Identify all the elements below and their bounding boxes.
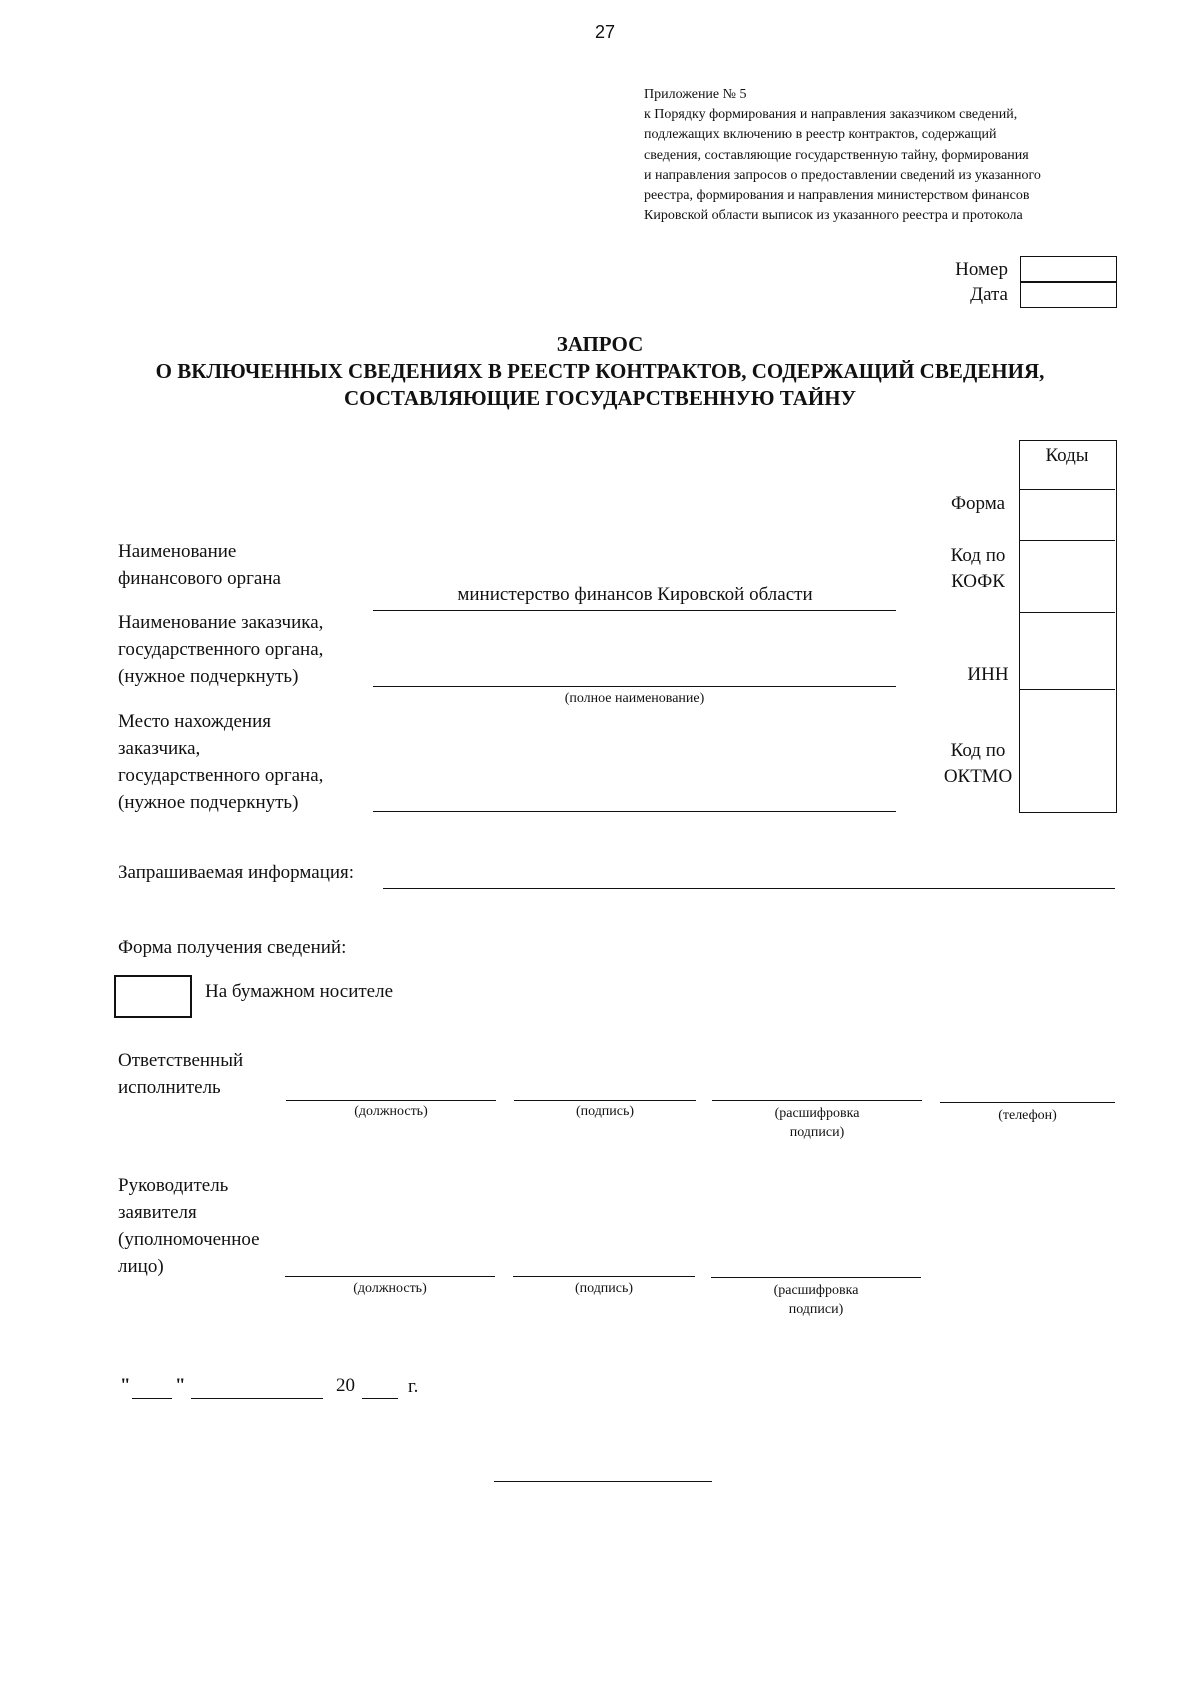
- location-label-line: (нужное подчеркнуть): [118, 792, 299, 813]
- codes-header: Коды: [1045, 445, 1089, 466]
- location-label: [118, 708, 323, 816]
- head-decoding-caption-line: (расшифровка: [773, 1283, 859, 1298]
- executor-decoding-caption-line: (расшифровка: [774, 1106, 860, 1121]
- head-position-caption: (должность): [353, 1281, 427, 1296]
- location-label-line: Место нахождения: [118, 711, 271, 732]
- date-field[interactable]: [1020, 281, 1117, 308]
- head-label: [118, 1172, 260, 1280]
- head-label-line: заявителя: [118, 1202, 197, 1223]
- executor-decoding-caption: [712, 1104, 922, 1142]
- executor-signature-field[interactable]: [514, 1100, 696, 1101]
- head-decoding-field[interactable]: [711, 1277, 921, 1278]
- appendix-line: Кировской области выписок из указанного реестра и протокола: [644, 208, 1023, 224]
- head-decoding-caption: [711, 1281, 921, 1319]
- date-close-quote: ": [175, 1375, 186, 1396]
- head-signature-caption: (подпись): [574, 1281, 634, 1296]
- appendix-line: подлежащих включению в реестр контрактов, содержащий: [644, 127, 997, 143]
- requested-info-label: Запрашиваемая информация:: [118, 862, 355, 883]
- date-open-quote: ": [120, 1375, 131, 1396]
- fin-org-label-line: финансового органа: [118, 568, 281, 589]
- fin-org-label-line: Наименование: [118, 541, 237, 562]
- appendix-line: сведения, составляющие государственную тайну, формирования: [644, 147, 1029, 163]
- customer-label-line: государственного органа,: [118, 639, 324, 660]
- codes-divider: [1020, 540, 1115, 541]
- codes-divider: [1020, 612, 1115, 613]
- executor-signature-caption: (подпись): [575, 1104, 635, 1119]
- doc-title-line2: О ВКЛЮЧЕННЫХ СВЕДЕНИЯХ В РЕЕСТР КОНТРАКТОВ, СОДЕРЖАЩИЙ СВЕДЕНИЯ,: [155, 359, 1045, 383]
- location-label-line: государственного органа,: [118, 765, 324, 786]
- executor-phone-caption: (телефон): [998, 1108, 1057, 1123]
- executor-phone-field[interactable]: [940, 1102, 1115, 1103]
- customer-label-line: Наименование заказчика,: [118, 612, 324, 633]
- head-label-line: Руководитель: [118, 1175, 229, 1196]
- requested-info-field[interactable]: [383, 888, 1115, 889]
- location-label-line: заказчика,: [118, 738, 201, 759]
- appendix-title: Приложение № 5: [644, 87, 747, 102]
- date-year-field[interactable]: [362, 1398, 398, 1399]
- appendix-line: к Порядку формирования и направления заказчиком сведений,: [644, 107, 1018, 123]
- head-decoding-caption-line: подписи): [788, 1302, 844, 1317]
- paper-checkbox[interactable]: [114, 975, 192, 1018]
- full-name-caption: (полное наименование): [564, 691, 705, 706]
- kofk-label: Код по: [950, 545, 1006, 566]
- executor-position-caption: (должность): [354, 1104, 428, 1119]
- doc-title: ЗАПРОС: [556, 332, 644, 356]
- executor-label-line: Ответственный: [118, 1050, 244, 1071]
- fin-org-underline: [373, 610, 896, 611]
- number-label: Номер: [955, 259, 1008, 280]
- date-year-suffix: г.: [408, 1376, 419, 1397]
- date-year-prefix: 20: [336, 1375, 355, 1396]
- fin-org-label: [118, 538, 281, 592]
- appendix-line: реестра, формирования и направления министерством финансов: [644, 188, 1030, 204]
- receipt-form-label: Форма получения сведений:: [118, 937, 347, 958]
- head-label-line: лицо): [118, 1256, 164, 1277]
- head-position-field[interactable]: [285, 1276, 495, 1277]
- date-month-field[interactable]: [191, 1398, 323, 1399]
- date-label: Дата: [970, 284, 1008, 305]
- head-label-line: (уполномоченное: [118, 1229, 260, 1250]
- executor-position-field[interactable]: [286, 1100, 496, 1101]
- oktmo-label-2: ОКТМО: [943, 766, 1013, 787]
- kofk-label-2: КОФК: [951, 571, 1005, 592]
- fin-org-value[interactable]: министерство финансов Кировской области: [457, 584, 813, 605]
- appendix-block: [644, 85, 1114, 226]
- executor-label-line: исполнитель: [118, 1077, 221, 1098]
- oktmo-label: Код по: [950, 740, 1006, 761]
- head-signature-field[interactable]: [513, 1276, 695, 1277]
- number-field[interactable]: [1020, 256, 1117, 283]
- executor-decoding-field[interactable]: [712, 1100, 922, 1101]
- closing-separator: [494, 1481, 712, 1482]
- location-field[interactable]: [373, 811, 896, 812]
- codes-divider: [1020, 489, 1115, 490]
- codes-divider: [1020, 689, 1115, 690]
- customer-label-line: (нужное подчеркнуть): [118, 666, 299, 687]
- appendix-line: и направления запросов о предоставлении сведений из указанного: [644, 167, 1041, 183]
- customer-label: [118, 609, 323, 690]
- date-day-field[interactable]: [132, 1398, 172, 1399]
- paper-option-label: На бумажном носителе: [205, 981, 394, 1002]
- page-number: 27: [594, 22, 616, 42]
- inn-label: ИНН: [967, 664, 1009, 685]
- customer-name-field[interactable]: [373, 686, 896, 687]
- doc-title-line3: СОСТАВЛЯЮЩИЕ ГОСУДАРСТВЕННУЮ ТАЙНУ: [343, 386, 857, 410]
- executor-decoding-caption-line: подписи): [789, 1125, 845, 1140]
- forma-label: Форма: [950, 493, 1006, 514]
- executor-label: [118, 1047, 243, 1101]
